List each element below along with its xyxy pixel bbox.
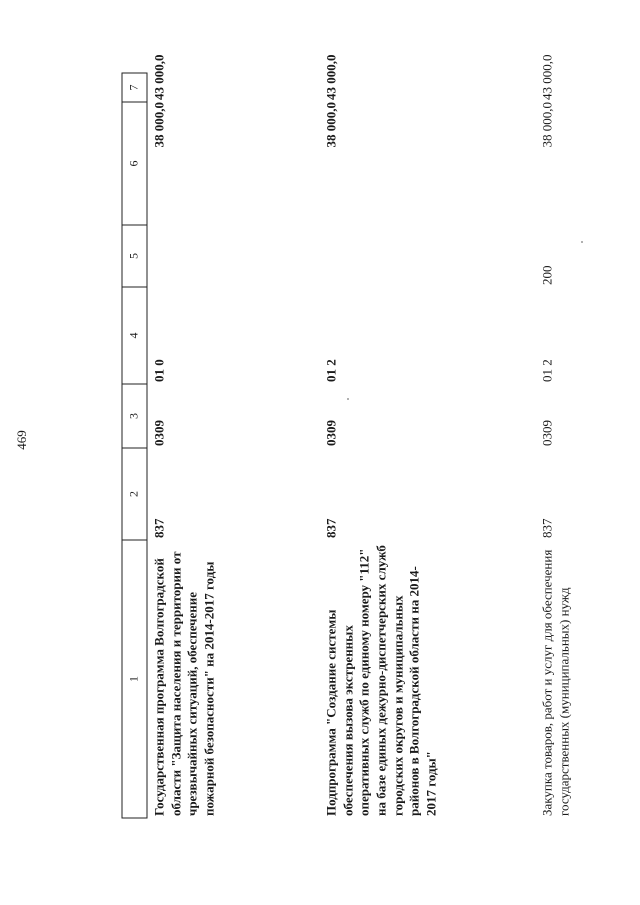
cell-col5: 200 <box>539 265 555 285</box>
cell-col4: 01 2 <box>539 359 555 382</box>
cell-col4: 01 0 <box>151 359 167 382</box>
row-name: Закупка товаров, работ и услуг для обеспечения государственных (муниципальных) нужд <box>539 549 572 816</box>
header-cell-5: 5 <box>122 225 147 287</box>
header-row <box>122 73 147 818</box>
page-number: 469 <box>13 430 29 450</box>
rotated-page <box>122 54 622 819</box>
cell-col3: 0309 <box>323 420 339 446</box>
header-cell-1: 1 <box>122 540 147 818</box>
scan-speck <box>581 241 583 243</box>
header-cell-6: 6 <box>122 102 147 225</box>
cell-col7: 43 000,0 <box>151 54 167 100</box>
budget-table <box>122 54 573 819</box>
cell-col6: 38 000,0 <box>151 102 167 148</box>
cell-col5 <box>147 225 322 287</box>
row-name: Государственная программа Волгоградской области "Защита населения и территории от чрезвычайных ситуаций, обеспечение пожарной безопасности" на 2014-2017 годы <box>151 551 217 816</box>
cell-col2: 837 <box>323 518 339 538</box>
table-row <box>147 73 322 818</box>
row-name: Подпрограмма "Создание системы обеспечения вызова экстренных оперативных служб по единому номеру "112" на базе единых дежурно-диспетчерских служб городских округов и муниципальных районов в Волгоградской области на 2014-2017 годы" <box>323 545 439 816</box>
cell-col5 <box>322 225 540 287</box>
cell-col6: 38 000,0 <box>539 102 555 148</box>
cell-col6: 38 000,0 <box>323 102 339 148</box>
header-cell-3: 3 <box>122 384 147 448</box>
cell-col4: 01 2 <box>323 359 339 382</box>
cell-col3: 0309 <box>539 420 555 446</box>
table-row <box>322 73 540 818</box>
cell-col7: 43 000,0 <box>539 54 555 100</box>
scan-speck <box>347 398 349 400</box>
header-cell-2: 2 <box>122 448 147 540</box>
cell-col7: 43 000,0 <box>323 54 339 100</box>
header-cell-7: 7 <box>122 73 147 102</box>
cell-col2: 837 <box>539 518 555 538</box>
table-row <box>540 73 573 818</box>
cell-col2: 837 <box>151 518 167 538</box>
header-cell-4: 4 <box>122 287 147 384</box>
cell-col3: 0309 <box>151 420 167 446</box>
